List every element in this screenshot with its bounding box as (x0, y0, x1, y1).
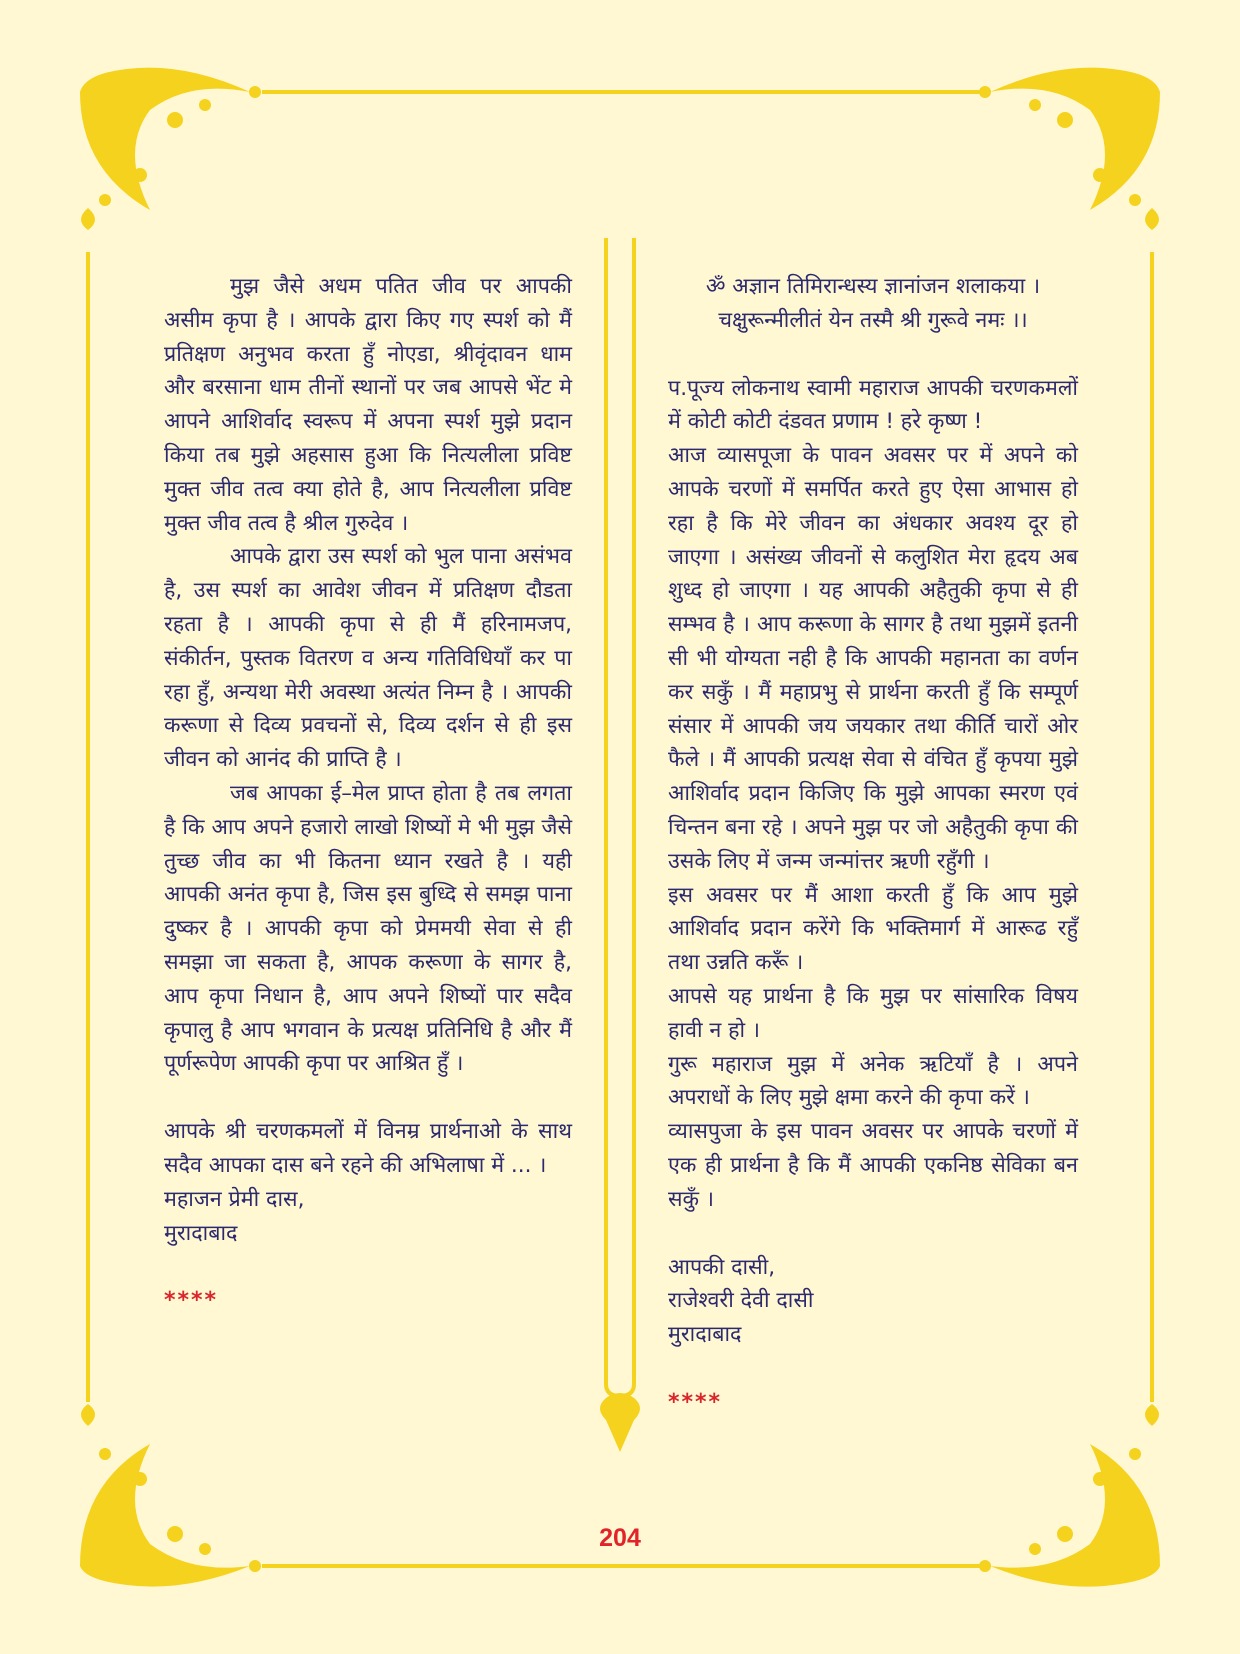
left-paragraph-1: मुझ जैसे अधम पतित जीव पर आपकी असीम कृपा है । आपके द्वारा किए गए स्पर्श को मैं प्रतिक्षण अनुभव करता हुँ नोएडा, श्रीवृंदावन धाम और बरसाना धाम तीनों स्थानों पर जब आपसे भेंट मे आपने आशिर्वाद स्वरूप में अपना स्पर्श मुझे प्रदान किया तब मुझे अहसास हुआ कि नित्यलीला प्रविष्ट मुक्त जीव तत्व क्या होते है, आप नित्यलीला प्रविष्ट मुक्त जीव तत्व है श्रील गुरुदेव । (164, 274, 572, 536)
corner-ornament-top-right (979, 68, 1160, 230)
corner-ornament-top-left (80, 68, 261, 230)
left-signature-name: महाजन प्रेमी दास, (164, 1186, 305, 1212)
divider-tip-ornament (600, 1393, 640, 1452)
corner-ornament-bottom-right (979, 1404, 1160, 1587)
right-paragraph-1: प.पूज्य लोकनाथ स्वामी महाराज आपकी चरणकमलों में कोटी कोटी दंडवत प्रणाम ! हरे कृष्ण ! (668, 375, 1078, 435)
right-paragraph-6: व्यासपुजा के इस पावन अवसर पर आपके चरणों में एक ही प्रार्थना है कि मैं आपकी एकनिष्ठ सेविका बन सकुँ । (668, 1119, 1078, 1212)
left-closing: आपके श्री चरणकमलों में विनम्र प्रार्थनाओ के साथ सदैव आपका दास बने रहने की अभिलाषा में ... । (164, 1119, 572, 1178)
right-paragraph-4: आपसे यह प्रार्थना है कि मुझ पर सांसारिक विषय हावी न हो । (668, 983, 1078, 1043)
page-number: 204 (599, 1524, 641, 1552)
right-column (668, 270, 1078, 1420)
left-column (164, 270, 572, 1318)
right-stars: **** (668, 1389, 723, 1415)
left-paragraph-2: आपके द्वारा उस स्पर्श को भुल पाना असंभव है, उस स्पर्श का आवेश जीवन में प्रतिक्षण दौडता रहता है । आपकी कृपा से ही मैं हरिनामजप, संकीर्तन, पुस्तक वितरण व अन्य गतिविधियाँ कर पा रहा हुँ, अन्यथा मेरी अवस्था अत्यंत निम्न है । आपकी करूणा से दिव्य प्रवचनों से, दिव्य दर्शन से ही इस जीवन को आनंद की प्राप्ति है । (164, 544, 572, 773)
column-divider (606, 238, 634, 1396)
corner-ornament-bottom-left (80, 1404, 261, 1587)
right-paragraph-5: गुरू महाराज मुझ में अनेक ऋटियाँ है । अपने अपराधों के लिए मुझे क्षमा करने की कृपा करें । (668, 1051, 1078, 1111)
right-signature-line-2: राजेश्वरी देवी दासी (668, 1288, 814, 1314)
shloka-line-2: चक्षुरून्मीलीतं येन तस्मै श्री गुरूवे नमः ।। (718, 307, 1028, 333)
right-paragraph-2: आज व्यासपूजा के पावन अवसर पर में अपने को आपके चरणों में समर्पित करते हुए ऐसा आभास हो रहा है कि मेरे जीवन का अंधकार अवश्य दूर हो जाएगा । असंख्य जीवनों से कलुशित मेरा हृदय अब शुध्द हो जाएगा । यह आपकी अहैतुकी कृपा से ही सम्भव है । आप करूणा के सागर है तथा मुझमें इतनी सी भी योग्यता नही है कि आपकी महानता का वर्णन कर सकुँ । मैं महाप्रभु से प्रार्थना करती हुँ कि सम्पूर्ण संसार में आपकी जय जयकार तथा कीर्ति चारों ओर फैले । मैं आपकी प्रत्यक्ष सेवा से वंचित हुँ कृपया मुझे आशिर्वाद प्रदान किजिए कि मुझे आपका स्मरण एवं चिन्तन बना रहे । अपने मुझ पर जो अहैतुकी कृपा की उसके लिए में जन्म जन्मांत्तर ऋणी रहुँगी । (668, 443, 1078, 874)
right-signature-line-1: आपकी दासी, (668, 1254, 776, 1280)
shloka-line-1: ॐ अज्ञान तिमिरान्धस्य ज्ञानांजन शलाकया । (705, 274, 1041, 299)
right-signature-place: मुरादाबाद (668, 1322, 742, 1348)
left-paragraph-3: जब आपका ई–मेल प्राप्त होता है तब लगता है कि आप अपने हजारो लाखो शिष्यों मे भी मुझ जैसे तुच्छ जीव का भी कितना ध्यान रखते है । यही आपकी अनंत कृपा है, जिस इस बुध्दि से समझ पाना दुष्कर है । आपकी कृपा को प्रेममयी सेवा से ही समझा जा सकता है, आपक करूणा के सागर है, आप कृपा निधान है, आप अपने शिष्यों पार सदैव कृपालु है आप भगवान के प्रत्यक्ष प्रतिनिधि है और मैं पूर्णरूपेण आपकी कृपा पर आश्रित हुँ । (164, 780, 572, 1077)
left-signature-place: मुरादाबाद (164, 1220, 238, 1246)
left-stars: **** (164, 1288, 219, 1314)
right-paragraph-3: इस अवसर पर मैं आशा करती हुँ कि आप मुझे आशिर्वाद प्रदान करेंगे कि भक्तिमार्ग में आरूढ रहुँ तथा उन्नति करूँ । (668, 882, 1078, 976)
